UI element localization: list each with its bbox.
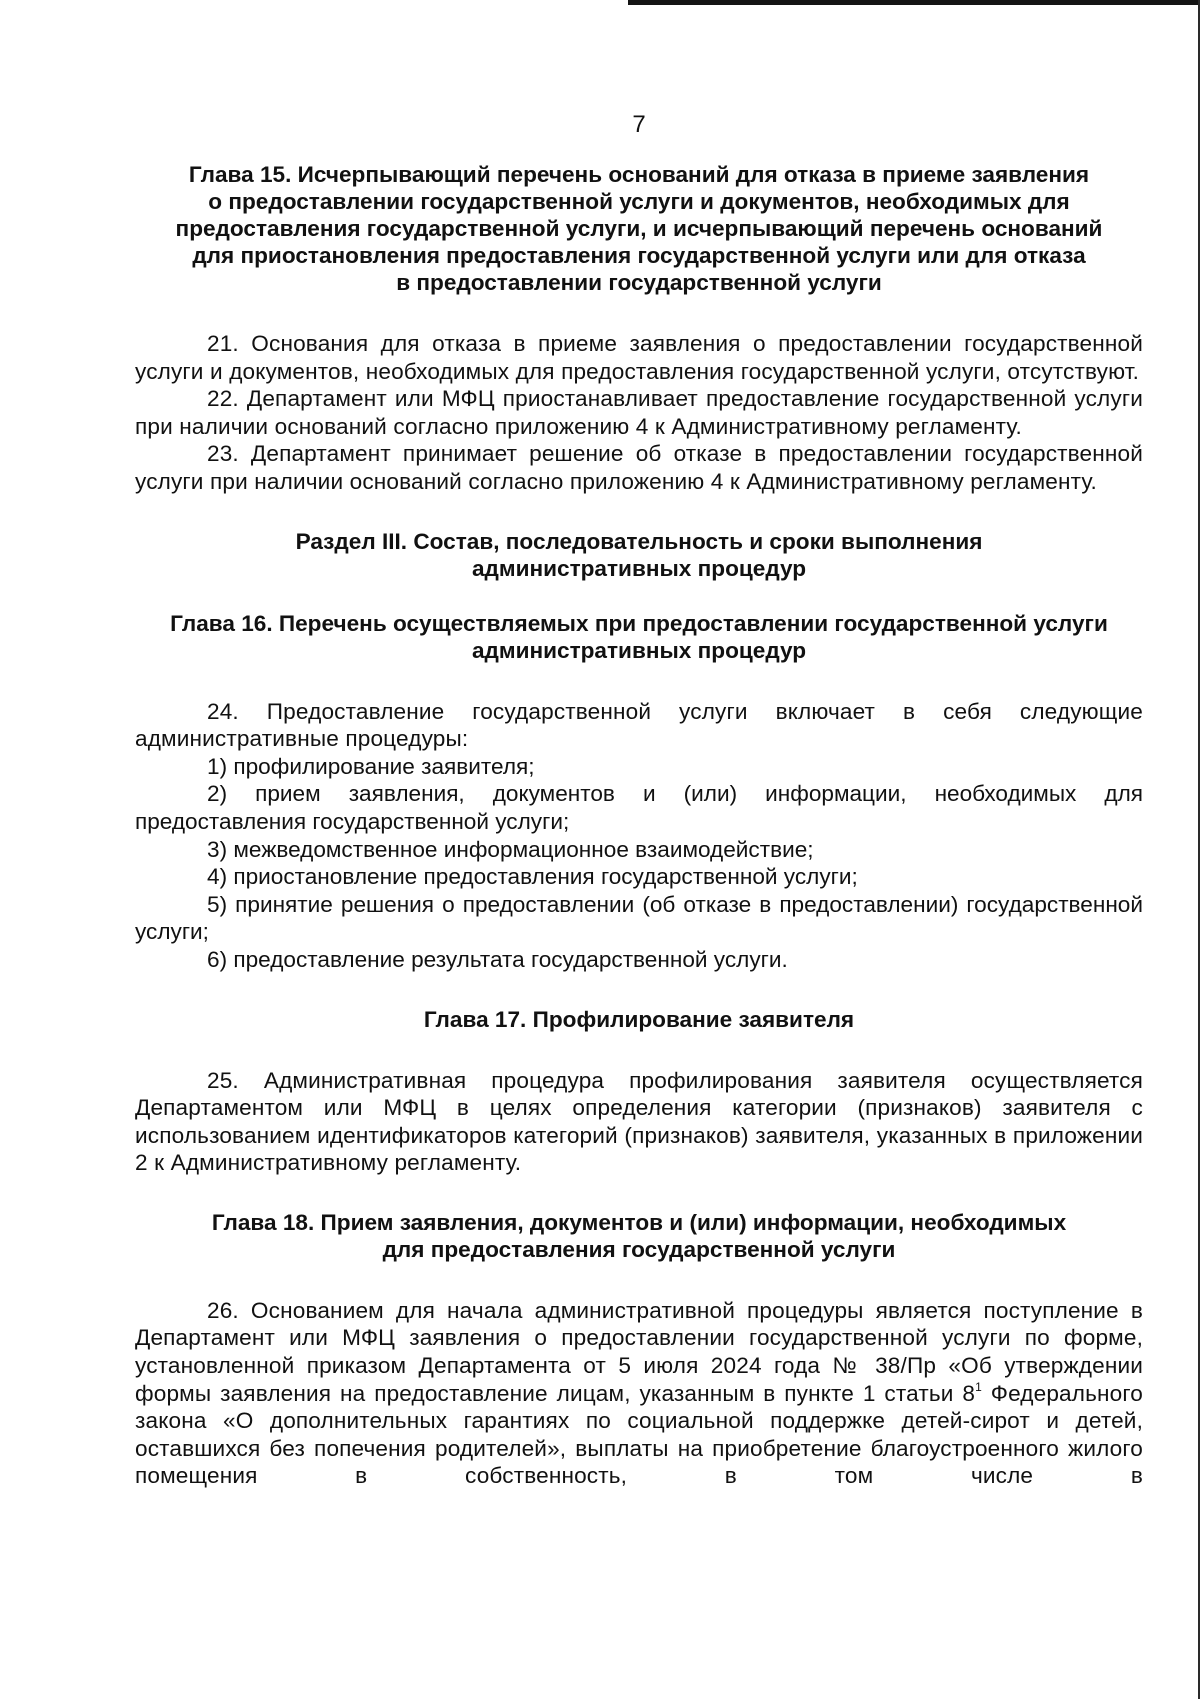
page-number: 7 <box>632 111 646 138</box>
paragraph-26 <box>135 1297 1143 1490</box>
chapter-18-title <box>135 1209 1143 1263</box>
document-page <box>135 110 1143 1490</box>
list-item: 6) предоставление результата государственной услуги. <box>207 946 788 972</box>
chapter-16-title-line: Глава 16. Перечень осуществляемых при предоставлении государственной услуги <box>170 610 1108 636</box>
list-item: 2) прием заявления, документов и (или) информации, необходимых для предоставления государственной услуги; <box>135 781 1143 834</box>
paragraph-26-text-continued: Федерального закона «О дополнительных гарантиях по социальной поддержке детей-сирот и детей, оставшихся без попечения родителей», выплаты на приобретение благоустроенного жилого помещения в собственность, в том числе в <box>135 1380 1143 1489</box>
paragraph-25: 25. Административная процедура профилирования заявителя осуществляется Департаментом или МФЦ в целях определения категории (признаков) заявителя с использованием идентификаторов категорий (признаков) заявителя, указанных в приложении 2 к Административному регламенту. <box>135 1067 1143 1176</box>
chapter-16-title-line: административных процедур <box>471 637 807 663</box>
paragraph-24: 24. Предоставление государственной услуги включает в себя следующие административные процедуры: <box>135 698 1143 752</box>
chapter-17-title-line: Глава 17. Профилирование заявителя <box>423 1006 855 1032</box>
section-3-title-line: Раздел III. Состав, последовательность и сроки выполнения <box>295 528 983 554</box>
paragraph-26-text: 26. Основанием для начала административной процедуры является поступление в Департамент или МФЦ заявления о предоставлении государственной услуги по форме, установленной приказом Департамента от 5 июля 2024 года № 38/Пр «Об утверждении формы заявления на предоставление лицам, указанным в пункте 1 статьи 8 <box>135 1297 1143 1406</box>
chapter-17-title <box>135 1006 1143 1033</box>
list-item: 5) принятие решения о предоставлении (об отказе в предоставлении) государственной услуги; <box>135 891 1143 945</box>
paragraph-21: 21. Основания для отказа в приеме заявления о предоставлении государственной услуги и документов, необходимых для предоставления государственной услуги, отсутствуют. <box>135 331 1143 384</box>
chapter-16-title <box>135 610 1143 664</box>
list-item: 4) приостановление предоставления государственной услуги; <box>207 864 858 890</box>
chapter-15-title-line: для приостановления предоставления государственной услуги или для отказа <box>192 243 1086 268</box>
superscript-mark: 1 <box>975 1379 982 1394</box>
paragraph-22: 22. Департамент или МФЦ приостанавливает предоставление государственной услуги при наличии оснований согласно приложению 4 к Административному регламенту. <box>135 386 1143 439</box>
chapter-15-title-line: в предоставлении государственной услуги <box>396 270 882 295</box>
chapter-15-title-line: о предоставлении государственной услуги и документов, необходимых для <box>208 189 1070 214</box>
chapter-18-title-line: для предоставления государственной услуги <box>382 1236 896 1262</box>
chapter-15-title-line: предоставления государственной услуги, и исчерпывающий перечень оснований <box>175 216 1103 241</box>
chapter-18-title-line: Глава 18. Прием заявления, документов и (или) информации, необходимых <box>211 1209 1067 1235</box>
list-item: 1) профилирование заявителя; <box>207 753 535 779</box>
section-3-title-line: административных процедур <box>471 555 807 581</box>
chapter-15-title-line: Глава 15. Исчерпывающий перечень оснований для отказа в приеме заявления <box>188 162 1090 187</box>
scan-edge-top <box>628 0 1200 5</box>
chapter-15-title <box>135 161 1143 296</box>
paragraph-23: 23. Департамент принимает решение об отказе в предоставлении государственной услуги при наличии оснований согласно приложению 4 к Административному регламенту. <box>135 441 1143 494</box>
list-item: 3) межведомственное информационное взаимодействие; <box>207 836 814 862</box>
section-3-title <box>135 528 1143 582</box>
